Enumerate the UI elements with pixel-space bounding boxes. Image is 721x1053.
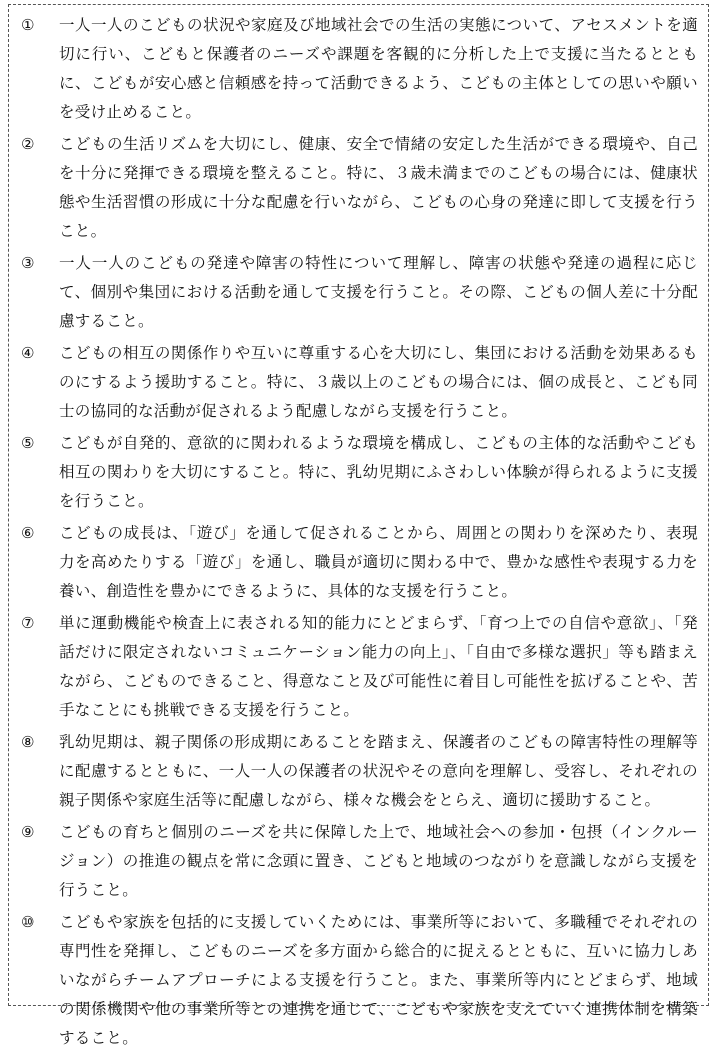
list-item (21, 339, 698, 426)
list-item (21, 728, 698, 815)
list-item (21, 818, 698, 905)
item-number: ⑨ (21, 823, 35, 841)
item-number: ⑥ (21, 524, 35, 542)
content-box (8, 4, 709, 1047)
item-text: こどもや家族を包括的に支援していくためには、事業所等において、多職種でそれぞれの専門性を発揮し、こどものニーズを多方面から総合的に捉えるとともに、互いに協力しあいながらチームアプローチによる支援を行うこと。また、事業所等内にとどまらず、地域の関係機関や他の事業所等との連携を通じて、こどもや家族を支えていく連携体制を構築すること。 (59, 913, 698, 1047)
list-item (21, 130, 698, 246)
item-number: ① (21, 16, 35, 34)
list-item (21, 519, 698, 606)
item-text: こどもの生活リズムを大切にし、健康、安全で情緒の安定した生活ができる環境や、自己を十分に発揮できる環境を整えること。特に、３歳未満までのこどもの場合には、健康状態や生活習慣の形成に十分な配慮を行いながら、こどもの心身の発達に即して支援を行うこと。 (59, 135, 698, 240)
item-text: 一人一人のこどもの状況や家庭及び地域社会での生活の実態について、アセスメントを適切に行い、こどもと保護者のニーズや課題を客観的に分析した上で支援に当たるとともに、こどもが安心感と信頼感を持って活動できるよう、こどもの主体としての思いや願いを受け止めること。 (59, 16, 698, 121)
item-text: こどもの育ちと個別のニーズを共に保障した上で、地域社会への参加・包摂（インクルージョン）の推進の観点を常に念頭に置き、こどもと地域のつながりを意識しながら支援を行うこと。 (59, 823, 698, 899)
item-text: 乳幼児期は、親子関係の形成期にあることを踏まえ、保護者のこどもの障害特性の理解等に配慮するとともに、一人一人の保護者の状況やその意向を理解し、受容し、それぞれの親子関係や家庭生活等に配慮しながら、様々な機会をとらえ、適切に援助すること。 (59, 733, 698, 809)
item-number: ⑩ (21, 913, 35, 931)
item-text: こどもの相互の関係作りや互いに尊重する心を大切にし、集団における活動を効果あるものにするよう援助すること。特に、３歳以上のこどもの場合には、個の成長と、こども同士の協同的な活動が促されるよう配慮しながら支援を行うこと。 (59, 344, 698, 420)
item-text: こどもが自発的、意欲的に関われるような環境を構成し、こどもの主体的な活動やこども相互の関わりを大切にすること。特に、乳幼児期にふさわしい体験が得られるように支援を行うこと。 (59, 434, 698, 510)
item-number: ⑦ (21, 614, 35, 632)
item-number: ⑧ (21, 733, 35, 751)
list-item (21, 609, 698, 725)
list-item (21, 249, 698, 336)
item-text: こどもの成長は、「遊び」を通して促されることから、周囲との関わりを深めたり、表現力を高めたりする「遊び」を通し、職員が適切に関わる中で、豊かな感性や表現する力を養い、創造性を豊かにできるように、具体的な支援を行うこと。 (59, 524, 698, 600)
item-number: ③ (21, 254, 35, 272)
list-item (21, 429, 698, 516)
list-item (21, 11, 698, 127)
item-text: 一人一人のこどもの発達や障害の特性について理解し、障害の状態や発達の過程に応じて、個別や集団における活動を通して支援を行うこと。その際、こどもの個人差に十分配慮すること。 (59, 254, 698, 330)
item-number: ⑤ (21, 434, 35, 452)
item-text: 単に運動機能や検査上に表される知的能力にとどまらず、「育つ上での自信や意欲」、「発話だけに限定されないコミュニケーション能力の向上」、「自由で多様な選択」等も踏まえながら、こどものできること、得意なこと及び可能性に着目し可能性を拡げることや、苦手なことにも挑戦できる支援を行うこと。 (59, 614, 698, 719)
list-item (21, 908, 698, 1053)
item-number: ④ (21, 344, 35, 362)
item-number: ② (21, 135, 35, 153)
